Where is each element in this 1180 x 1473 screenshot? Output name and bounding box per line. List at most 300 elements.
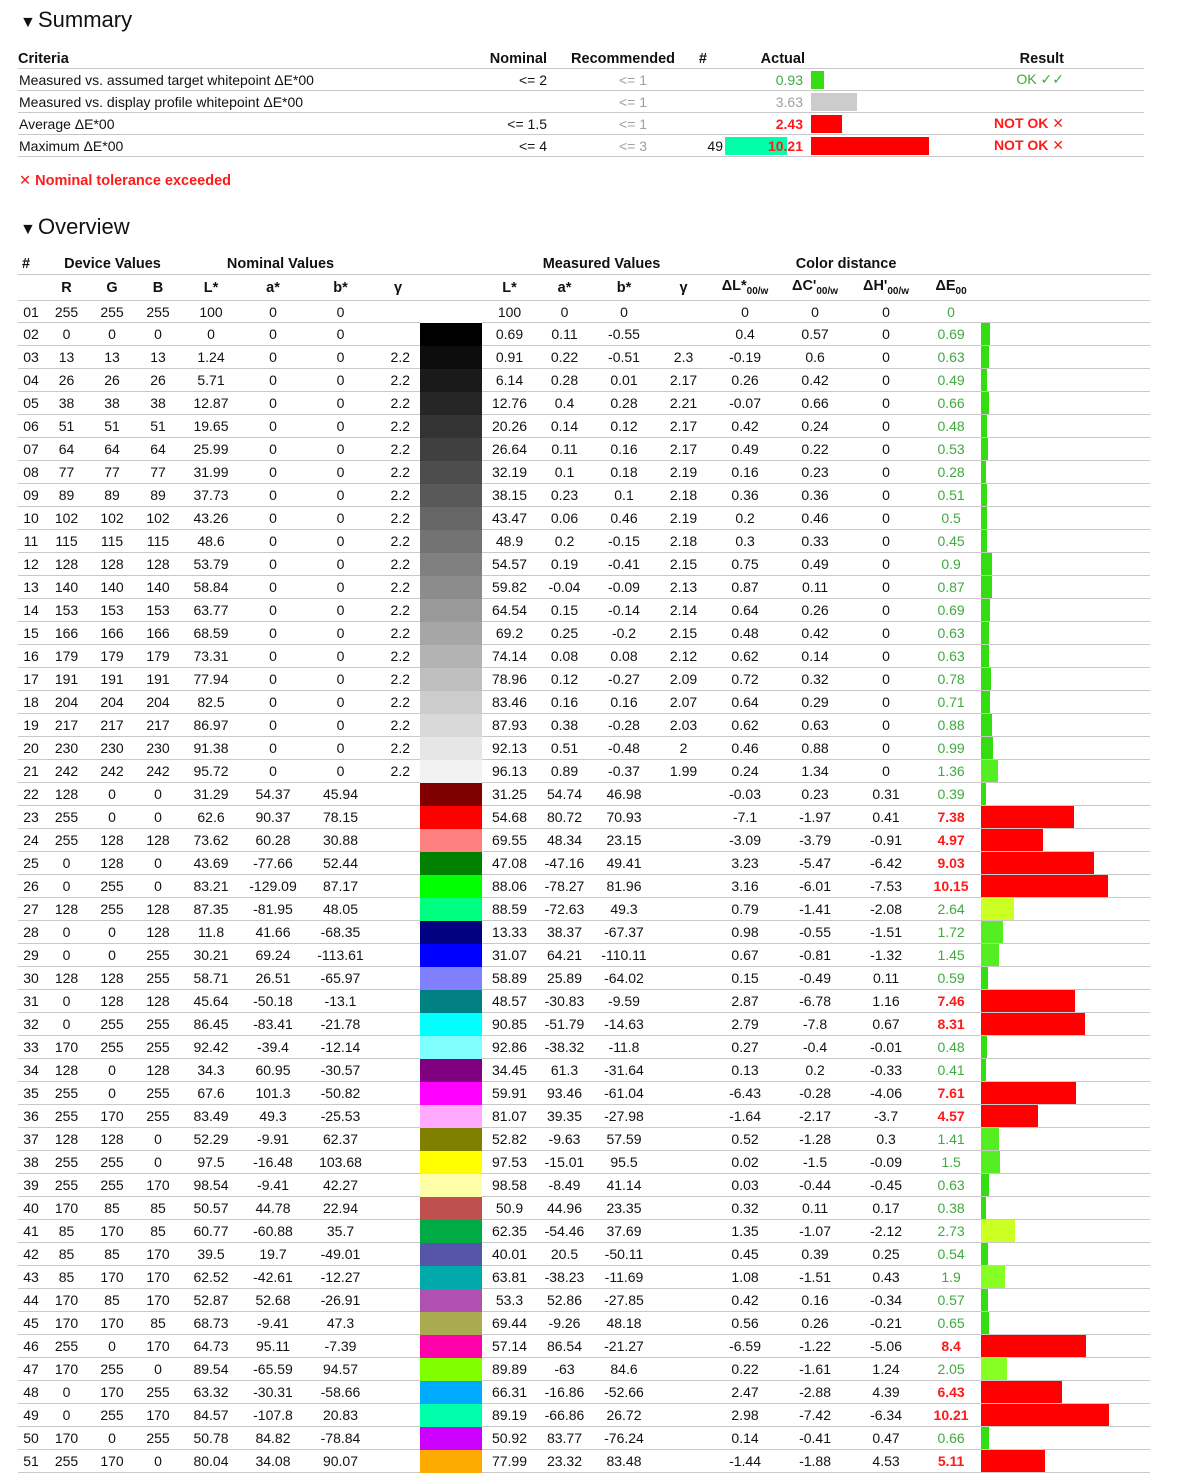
nominal-b: -65.97 — [305, 967, 376, 990]
device-g: 179 — [89, 645, 135, 668]
measured-l: 87.93 — [482, 714, 537, 737]
delta-e-bar — [981, 369, 987, 391]
device-b: 255 — [135, 1381, 181, 1404]
nominal-values-header: Nominal Values — [181, 253, 420, 275]
overview-row — [18, 967, 1150, 990]
measured-gamma — [656, 1128, 711, 1151]
device-b: 115 — [135, 530, 181, 553]
delta-e-bar-cell — [981, 622, 1150, 645]
device-g: 255 — [89, 1404, 135, 1427]
nominal-b: 103.68 — [305, 1151, 376, 1174]
measured-gamma: 2.17 — [656, 438, 711, 461]
delta-e-bar-cell — [981, 346, 1150, 369]
delta-e: 1.9 — [921, 1266, 981, 1289]
delta-e-bar — [981, 714, 992, 736]
delta-e-bar-cell — [981, 1358, 1150, 1381]
overview-row — [18, 346, 1150, 369]
nominal-gamma — [376, 301, 420, 323]
measured-b: 49.41 — [592, 852, 656, 875]
actual-cell: 0.93 — [725, 69, 805, 91]
measured-a: 0.2 — [537, 530, 592, 553]
patch-number: 23 — [18, 806, 44, 829]
delta-h: 0 — [851, 323, 921, 346]
device-g: 128 — [89, 852, 135, 875]
nominal-l: 92.42 — [181, 1036, 241, 1059]
swatch-header-spacer — [420, 253, 482, 275]
device-r: 0 — [44, 921, 89, 944]
overview-heading[interactable]: ▼Overview — [20, 214, 130, 239]
measured-a: 64.21 — [537, 944, 592, 967]
measured-l: 57.14 — [482, 1335, 537, 1358]
nominal-a: 0 — [241, 438, 305, 461]
delta-e: 0.87 — [921, 576, 981, 599]
nominal-gamma: 2.2 — [376, 576, 420, 599]
color-swatch — [420, 301, 482, 323]
actual-cell: 10.21 — [725, 135, 805, 157]
measured-b: 48.18 — [592, 1312, 656, 1335]
nominal-gamma — [376, 1197, 420, 1220]
device-b: 179 — [135, 645, 181, 668]
delta-l: 0.42 — [711, 1289, 779, 1312]
delta-e-bar — [981, 829, 1043, 851]
delta-e-bar-cell — [981, 967, 1150, 990]
device-b: 51 — [135, 415, 181, 438]
delta-e-bar-cell — [981, 1404, 1150, 1427]
device-r: 170 — [44, 1312, 89, 1335]
device-b: 77 — [135, 461, 181, 484]
nominal-a: -39.4 — [241, 1036, 305, 1059]
delta-e-bar-cell — [981, 783, 1150, 806]
nominal-l: 19.65 — [181, 415, 241, 438]
nominal-a: 84.82 — [241, 1427, 305, 1450]
delta-c: -6.01 — [779, 875, 851, 898]
patch-number: 19 — [18, 714, 44, 737]
delta-c: -7.8 — [779, 1013, 851, 1036]
measured-gamma — [656, 1450, 711, 1473]
delta-l: 0.26 — [711, 369, 779, 392]
delta-c: 0.39 — [779, 1243, 851, 1266]
device-r: 255 — [44, 1105, 89, 1128]
color-swatch — [420, 990, 482, 1013]
overview-row — [18, 1381, 1150, 1404]
measured-b: 70.93 — [592, 806, 656, 829]
nominal-l: 63.32 — [181, 1381, 241, 1404]
delta-e: 0.45 — [921, 530, 981, 553]
device-g: 255 — [89, 1174, 135, 1197]
device-g: 0 — [89, 1059, 135, 1082]
measured-l: 13.33 — [482, 921, 537, 944]
nominal-gamma: 2.2 — [376, 415, 420, 438]
nominal-gamma — [376, 1174, 420, 1197]
color-swatch — [420, 1243, 482, 1266]
nominal-l: 43.26 — [181, 507, 241, 530]
device-b: 85 — [135, 1312, 181, 1335]
measured-gamma — [656, 1151, 711, 1174]
patch-number: 24 — [18, 829, 44, 852]
nominal-a: 34.08 — [241, 1450, 305, 1473]
nominal-b: 0 — [305, 369, 376, 392]
device-g: 64 — [89, 438, 135, 461]
device-r: 128 — [44, 1128, 89, 1151]
nominal-b: 0 — [305, 438, 376, 461]
delta-c: 0.23 — [779, 783, 851, 806]
delta-h: 0 — [851, 668, 921, 691]
delta-c: -1.51 — [779, 1266, 851, 1289]
patch-number: 08 — [18, 461, 44, 484]
measured-l: 62.35 — [482, 1220, 537, 1243]
device-r: 85 — [44, 1243, 89, 1266]
nominal-a: -60.88 — [241, 1220, 305, 1243]
measured-b: -50.11 — [592, 1243, 656, 1266]
patch-number: 31 — [18, 990, 44, 1013]
delta-e-bar — [981, 760, 998, 782]
device-g: 128 — [89, 829, 135, 852]
device-b: 26 — [135, 369, 181, 392]
delta-h: 0.47 — [851, 1427, 921, 1450]
overview-row — [18, 553, 1150, 576]
color-swatch — [420, 714, 482, 737]
delta-e-bar — [981, 944, 999, 966]
result-spacer-cell — [1064, 113, 1144, 135]
measured-a: 48.34 — [537, 829, 592, 852]
overview-row — [18, 1174, 1150, 1197]
delta-e-bar-cell — [981, 1312, 1150, 1335]
g-header: G — [89, 275, 135, 301]
delta-l: 0.79 — [711, 898, 779, 921]
delta-c: 0.57 — [779, 323, 851, 346]
delta-e-bar-cell — [981, 852, 1150, 875]
measured-a: 0.15 — [537, 599, 592, 622]
measured-a: -54.46 — [537, 1220, 592, 1243]
device-g: 170 — [89, 1105, 135, 1128]
nominal-a: -9.91 — [241, 1128, 305, 1151]
color-swatch — [420, 829, 482, 852]
nominal-a: -107.8 — [241, 1404, 305, 1427]
delta-e-bar — [981, 553, 992, 575]
nominal-gamma: 2.2 — [376, 369, 420, 392]
nominal-a: 60.28 — [241, 829, 305, 852]
measured-b: -27.85 — [592, 1289, 656, 1312]
measured-b: 0 — [592, 301, 656, 323]
measured-l: 52.82 — [482, 1128, 537, 1151]
delta-e-label: ΔE — [935, 278, 956, 295]
measured-b: -27.98 — [592, 1105, 656, 1128]
delta-c: -1.07 — [779, 1220, 851, 1243]
overview-row — [18, 990, 1150, 1013]
nominal-l: 11.8 — [181, 921, 241, 944]
device-g: 128 — [89, 990, 135, 1013]
measured-l: 97.53 — [482, 1151, 537, 1174]
color-swatch — [420, 737, 482, 760]
delta-c: -0.55 — [779, 921, 851, 944]
measured-a: 80.72 — [537, 806, 592, 829]
delta-e-bar — [981, 967, 988, 989]
delta-l: 0.02 — [711, 1151, 779, 1174]
delta-c-sub: 00/w — [816, 285, 839, 297]
nominal-a: 0 — [241, 599, 305, 622]
measured-gamma: 2.3 — [656, 346, 711, 369]
delta-e: 0.78 — [921, 668, 981, 691]
measured-a: 0.23 — [537, 484, 592, 507]
delta-h: 0 — [851, 714, 921, 737]
measured-gamma: 2 — [656, 737, 711, 760]
delta-c: -1.41 — [779, 898, 851, 921]
nominal-l: 83.49 — [181, 1105, 241, 1128]
patch-number: 51 — [18, 1450, 44, 1473]
device-g: 85 — [89, 1243, 135, 1266]
device-r: 89 — [44, 484, 89, 507]
nominal-gamma: 2.2 — [376, 691, 420, 714]
delta-h: 0 — [851, 691, 921, 714]
patch-number: 48 — [18, 1381, 44, 1404]
measured-l: 20.26 — [482, 415, 537, 438]
recommended-cell: <= 1 — [565, 113, 675, 135]
nominal-l: 12.87 — [181, 392, 241, 415]
nominal-b: 0 — [305, 323, 376, 346]
num-header: # — [18, 253, 44, 275]
delta-h: -6.34 — [851, 1404, 921, 1427]
color-swatch — [420, 599, 482, 622]
delta-c: 0.14 — [779, 645, 851, 668]
device-b: 166 — [135, 622, 181, 645]
delta-h: -4.06 — [851, 1082, 921, 1105]
measured-b: -9.59 — [592, 990, 656, 1013]
delta-l: 0.75 — [711, 553, 779, 576]
nominal-gamma: 2.2 — [376, 461, 420, 484]
measured-gamma — [656, 806, 711, 829]
nominal-l: 45.64 — [181, 990, 241, 1013]
nominal-l-header: L* — [181, 275, 241, 301]
device-b: 0 — [135, 852, 181, 875]
overview-row — [18, 829, 1150, 852]
measured-b: -0.51 — [592, 346, 656, 369]
device-values-header: Device Values — [44, 253, 181, 275]
device-r: 102 — [44, 507, 89, 530]
nominal-b: -30.57 — [305, 1059, 376, 1082]
criteria-cell: Maximum ΔE*00 — [18, 135, 435, 157]
device-b: 255 — [135, 301, 181, 323]
device-b: 102 — [135, 507, 181, 530]
recommended-cell: <= 1 — [565, 91, 675, 113]
overview-row — [18, 438, 1150, 461]
actual-bar — [811, 71, 824, 89]
delta-h: -0.09 — [851, 1151, 921, 1174]
measured-b: -67.37 — [592, 921, 656, 944]
measured-a: 0.4 — [537, 392, 592, 415]
measured-l: 31.25 — [482, 783, 537, 806]
delta-e-bar — [981, 1381, 1062, 1403]
measured-b: -64.02 — [592, 967, 656, 990]
delta-c: 0.46 — [779, 507, 851, 530]
actual-bar-header — [805, 44, 929, 69]
nominal-l: 31.29 — [181, 783, 241, 806]
nominal-b: 90.07 — [305, 1450, 376, 1473]
patch-number: 21 — [18, 760, 44, 783]
nominal-b: 78.15 — [305, 806, 376, 829]
measured-b: 46.98 — [592, 783, 656, 806]
overview-row — [18, 622, 1150, 645]
actual-bar — [811, 137, 929, 155]
delta-e-bar — [981, 1082, 1076, 1104]
device-r: 166 — [44, 622, 89, 645]
nominal-b: -78.84 — [305, 1427, 376, 1450]
color-swatch — [420, 346, 482, 369]
delta-h: 4.53 — [851, 1450, 921, 1473]
overview-group-header-row — [18, 253, 1150, 275]
measured-gamma — [656, 944, 711, 967]
delta-c: 0.32 — [779, 668, 851, 691]
delta-e: 6.43 — [921, 1381, 981, 1404]
device-r: 204 — [44, 691, 89, 714]
color-swatch — [420, 1128, 482, 1151]
measured-a: 39.35 — [537, 1105, 592, 1128]
delta-h: 0 — [851, 301, 921, 323]
device-b: 0 — [135, 1358, 181, 1381]
delta-e-bar — [981, 1358, 1007, 1380]
color-swatch — [420, 1427, 482, 1450]
patch-number: 26 — [18, 875, 44, 898]
overview-column-header-row — [18, 275, 1150, 301]
nominal-l: 67.6 — [181, 1082, 241, 1105]
overview-row — [18, 484, 1150, 507]
delta-e: 0.63 — [921, 645, 981, 668]
delta-e-bar — [981, 346, 989, 368]
delta-e-bar-cell — [981, 323, 1150, 346]
criteria-cell: Measured vs. assumed target whitepoint ΔE*00 — [18, 69, 435, 91]
delta-c: -6.78 — [779, 990, 851, 1013]
measured-l: 40.01 — [482, 1243, 537, 1266]
device-g: 0 — [89, 921, 135, 944]
delta-e-bar — [981, 1404, 1109, 1426]
device-r: 85 — [44, 1266, 89, 1289]
delta-e: 8.31 — [921, 1013, 981, 1036]
nominal-a: 0 — [241, 760, 305, 783]
summary-heading[interactable]: ▼Summary — [20, 7, 133, 32]
device-g: 85 — [89, 1289, 135, 1312]
nominal-header: Nominal — [435, 44, 565, 69]
color-swatch — [420, 1404, 482, 1427]
nominal-l: 80.04 — [181, 1450, 241, 1473]
nominal-b: 45.94 — [305, 783, 376, 806]
delta-e-bar — [981, 1289, 988, 1311]
color-swatch — [420, 1082, 482, 1105]
delta-e: 7.46 — [921, 990, 981, 1013]
nominal-b: 0 — [305, 301, 376, 323]
nominal-a: -65.59 — [241, 1358, 305, 1381]
nominal-gamma — [376, 1220, 420, 1243]
device-g: 85 — [89, 1197, 135, 1220]
measured-gamma — [656, 301, 711, 323]
device-r: 0 — [44, 852, 89, 875]
measured-l: 89.89 — [482, 1358, 537, 1381]
overview-row — [18, 1059, 1150, 1082]
delta-h: 0 — [851, 415, 921, 438]
device-r: 115 — [44, 530, 89, 553]
delta-e-bar-cell — [981, 1427, 1150, 1450]
measured-l: 31.07 — [482, 944, 537, 967]
overview-row — [18, 530, 1150, 553]
nominal-b: -12.27 — [305, 1266, 376, 1289]
delta-l: 0.14 — [711, 1427, 779, 1450]
delta-l: 0.42 — [711, 415, 779, 438]
device-b: 170 — [135, 1335, 181, 1358]
delta-e-bar-cell — [981, 1197, 1150, 1220]
delta-c: 0.2 — [779, 1059, 851, 1082]
nominal-gamma — [376, 1013, 420, 1036]
device-b: 128 — [135, 829, 181, 852]
measured-values-header: Measured Values — [482, 253, 711, 275]
delta-e-bar-cell — [981, 645, 1150, 668]
overview-body — [18, 301, 1150, 1473]
delta-l: 2.79 — [711, 1013, 779, 1036]
measured-a: -66.86 — [537, 1404, 592, 1427]
nominal-gamma — [376, 1128, 420, 1151]
color-swatch — [420, 1059, 482, 1082]
delta-e: 2.64 — [921, 898, 981, 921]
delta-e-bar-cell — [981, 461, 1150, 484]
measured-a: -15.01 — [537, 1151, 592, 1174]
measured-a: 0.06 — [537, 507, 592, 530]
nominal-b: -113.61 — [305, 944, 376, 967]
measured-a: 25.89 — [537, 967, 592, 990]
measured-b: -0.09 — [592, 576, 656, 599]
overview-row — [18, 415, 1150, 438]
delta-l: 2.87 — [711, 990, 779, 1013]
count-cell — [675, 135, 725, 157]
delta-l: 0.24 — [711, 760, 779, 783]
delta-c: 0.23 — [779, 461, 851, 484]
delta-c: 0 — [779, 301, 851, 323]
device-b: 255 — [135, 944, 181, 967]
nominal-gamma: 2.2 — [376, 622, 420, 645]
measured-a: 23.32 — [537, 1450, 592, 1473]
delta-l: 0.22 — [711, 1358, 779, 1381]
delta-e-bar-cell — [981, 1266, 1150, 1289]
measured-l: 32.19 — [482, 461, 537, 484]
measured-a: -51.79 — [537, 1013, 592, 1036]
nominal-gamma — [376, 806, 420, 829]
patch-number: 03 — [18, 346, 44, 369]
delta-e-bar-cell — [981, 990, 1150, 1013]
device-g: 13 — [89, 346, 135, 369]
nominal-a: 95.11 — [241, 1335, 305, 1358]
nominal-gamma: 2.2 — [376, 599, 420, 622]
color-swatch — [420, 507, 482, 530]
delta-l: 0.56 — [711, 1312, 779, 1335]
delta-e: 4.57 — [921, 1105, 981, 1128]
nominal-b: 0 — [305, 507, 376, 530]
patch-number: 43 — [18, 1266, 44, 1289]
delta-c: 0.88 — [779, 737, 851, 760]
delta-h: 0 — [851, 599, 921, 622]
device-g: 255 — [89, 898, 135, 921]
nominal-a: -129.09 — [241, 875, 305, 898]
delta-e-bar — [981, 507, 987, 529]
delta-h: 0 — [851, 553, 921, 576]
nominal-gamma — [376, 1450, 420, 1473]
delta-h: 0 — [851, 760, 921, 783]
delta-e-bar-cell — [981, 1082, 1150, 1105]
measured-b: 95.5 — [592, 1151, 656, 1174]
patch-number: 41 — [18, 1220, 44, 1243]
device-b: 128 — [135, 921, 181, 944]
nominal-a: 0 — [241, 369, 305, 392]
measured-l: 59.82 — [482, 576, 537, 599]
measured-a: 38.37 — [537, 921, 592, 944]
measured-gamma — [656, 1404, 711, 1427]
measured-a: 0.51 — [537, 737, 592, 760]
measured-a: 0.25 — [537, 622, 592, 645]
